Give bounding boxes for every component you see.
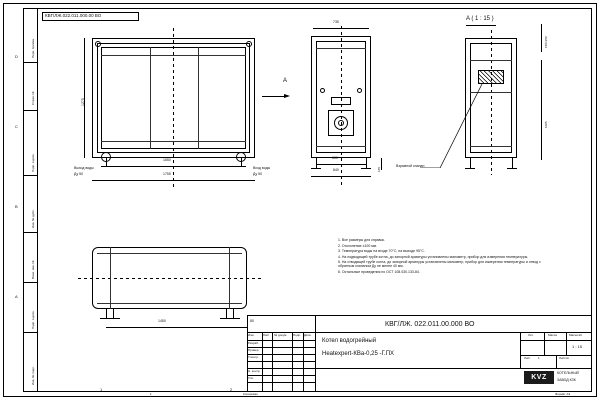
side-dim-650-line	[316, 164, 366, 165]
plan-dim-80-line	[233, 327, 247, 328]
view-arrow-a-head	[284, 94, 290, 98]
label-lit: Лит.	[528, 333, 534, 337]
zone-row-a: A	[15, 294, 18, 299]
note-item-2: 2. Отклонение ±100 мм.	[338, 243, 378, 248]
front-view-corner-tl	[95, 41, 101, 47]
detail-callout-label: Взрывной клапан	[396, 164, 425, 168]
th-data: Дата	[304, 333, 311, 337]
th-podp: Подп.	[293, 333, 301, 337]
detail-callout-leader	[420, 84, 484, 168]
plan-view-body	[92, 247, 247, 309]
side-dim-735-line	[313, 28, 369, 29]
company-logo	[524, 371, 554, 384]
detail-explosion-valve	[478, 70, 504, 84]
sheet-value: 1	[538, 356, 540, 360]
stamp-sprav: Справ. №	[31, 91, 35, 105]
plan-dim-80: 80	[250, 319, 254, 323]
front-dim-1650: 1650	[163, 158, 171, 162]
th-dokum: № докум.	[274, 333, 288, 337]
scale-value: 1 : 15	[572, 344, 583, 349]
zone-row-d: D	[15, 54, 18, 59]
role-razrab: Разраб.	[248, 341, 259, 345]
outlet-label-line2: Ду 50	[74, 172, 84, 176]
side-view-sight-port	[331, 97, 351, 105]
note-item-6: 6. Остальные проведения по ОСТ 108.030.133-84.	[338, 269, 420, 274]
side-view-burner-core	[338, 120, 344, 126]
margin-divider	[37, 8, 38, 392]
front-view-corner-tr	[246, 41, 252, 47]
front-view-bottom-rail	[101, 141, 246, 142]
detail-dim-1005: 1005	[544, 121, 548, 128]
outlet-label-line1: Выход воды	[74, 166, 94, 170]
note-item-5: 5. На отводящей трубе котла, до запорной арматуры установлены манометр, прибор для измерения температуры и отвод с обратным клапаном Ду не менее 40 мм.	[338, 260, 541, 269]
stamp-vzam-inv: Взам. инв. №	[31, 260, 35, 279]
front-dim-1755-line	[92, 180, 255, 181]
stamp-inv-dubl: Инв. № дубл.	[31, 209, 35, 228]
zone-row-c: C	[15, 124, 18, 129]
front-view-divider-2	[198, 47, 199, 149]
side-view-flange-2	[357, 88, 362, 93]
front-dim-height: 1275	[81, 98, 85, 106]
side-dim-735: 735	[333, 20, 339, 24]
role-nkontr: Н. контр.	[248, 369, 261, 373]
detail-title: A ( 1 : 15 )	[466, 16, 494, 22]
label-mass: Масса	[548, 333, 557, 337]
side-dim-840: 840	[333, 168, 339, 172]
stamp-perv-primen: Перв. примен.	[31, 38, 35, 58]
detail-title-underline	[466, 25, 496, 26]
stamp-inv-podl: Инв. № подл.	[31, 366, 35, 385]
front-view-panel	[101, 47, 246, 149]
note-item-4: 4. На подводящей трубе котла, до запорной арматуры установлены манометр, прибор для измерения температуры.	[338, 254, 529, 259]
company-line2: ЗАВОД КЗК	[557, 378, 576, 382]
drawing-number-vertical: КВГ/ЛЖ.022.011.000.00 ВО	[45, 13, 102, 18]
note-item-3: 3. Температура воды на входе 70°С, на выходе 95°С.	[338, 249, 425, 254]
copies-number: 1	[150, 392, 152, 396]
format-label: Формат А3	[555, 392, 571, 396]
inlet-label-line2: Ду 50	[253, 172, 263, 176]
front-dim-1755: 1755	[163, 172, 171, 176]
front-view-top-rail	[101, 55, 246, 56]
zone-row-b: B	[15, 204, 18, 209]
side-dim-840-line	[311, 176, 371, 177]
plan-dim-1450-line	[106, 327, 233, 328]
zone-col-2: 2	[230, 387, 233, 392]
front-dim-1650-line	[101, 166, 246, 167]
stamp-podp-data-2: Подп. и дата	[31, 311, 35, 329]
th-izm: Изм.	[248, 333, 255, 337]
label-sheet: Лист	[524, 356, 531, 360]
side-view-flange	[320, 88, 325, 93]
stamp-podp-data-1: Подп. и дата	[31, 154, 35, 172]
front-view-divider-1	[150, 47, 151, 149]
role-tkontr: Т.контр.	[248, 355, 259, 359]
technical-notes	[338, 238, 553, 276]
company-line1: КОТЕЛЬНЫЙ	[557, 371, 579, 375]
plan-dim-1450: 1450	[158, 319, 166, 323]
side-dim-165: 165	[377, 166, 381, 172]
role-utv: Утв.	[248, 376, 254, 380]
inlet-label-line1: Вход воды	[253, 166, 271, 170]
zone-col-1: 1	[100, 387, 103, 392]
role-prover: Провер.	[248, 348, 260, 352]
th-list: Лист	[263, 333, 270, 337]
title-block-designation: КВГ/ЛЖ. 022.011.00.000 ВО	[385, 321, 475, 328]
side-dim-650: 650	[332, 156, 338, 160]
product-name-line2: Heatexpert-КВа-0,25 -Г.ПХ	[322, 351, 395, 357]
view-arrow-letter-a: A	[283, 78, 288, 84]
product-name-line1: Котел водогрейный	[322, 338, 377, 344]
logo-text: KVZ	[531, 374, 547, 381]
note-item-1: 1. Все размеры для справок.	[338, 238, 385, 242]
label-scale: Масштаб	[569, 333, 582, 337]
detail-dim-150-250: 150±250	[544, 36, 548, 48]
label-sheets: Листов	[559, 356, 569, 360]
copied-label: Копировал	[243, 392, 259, 396]
